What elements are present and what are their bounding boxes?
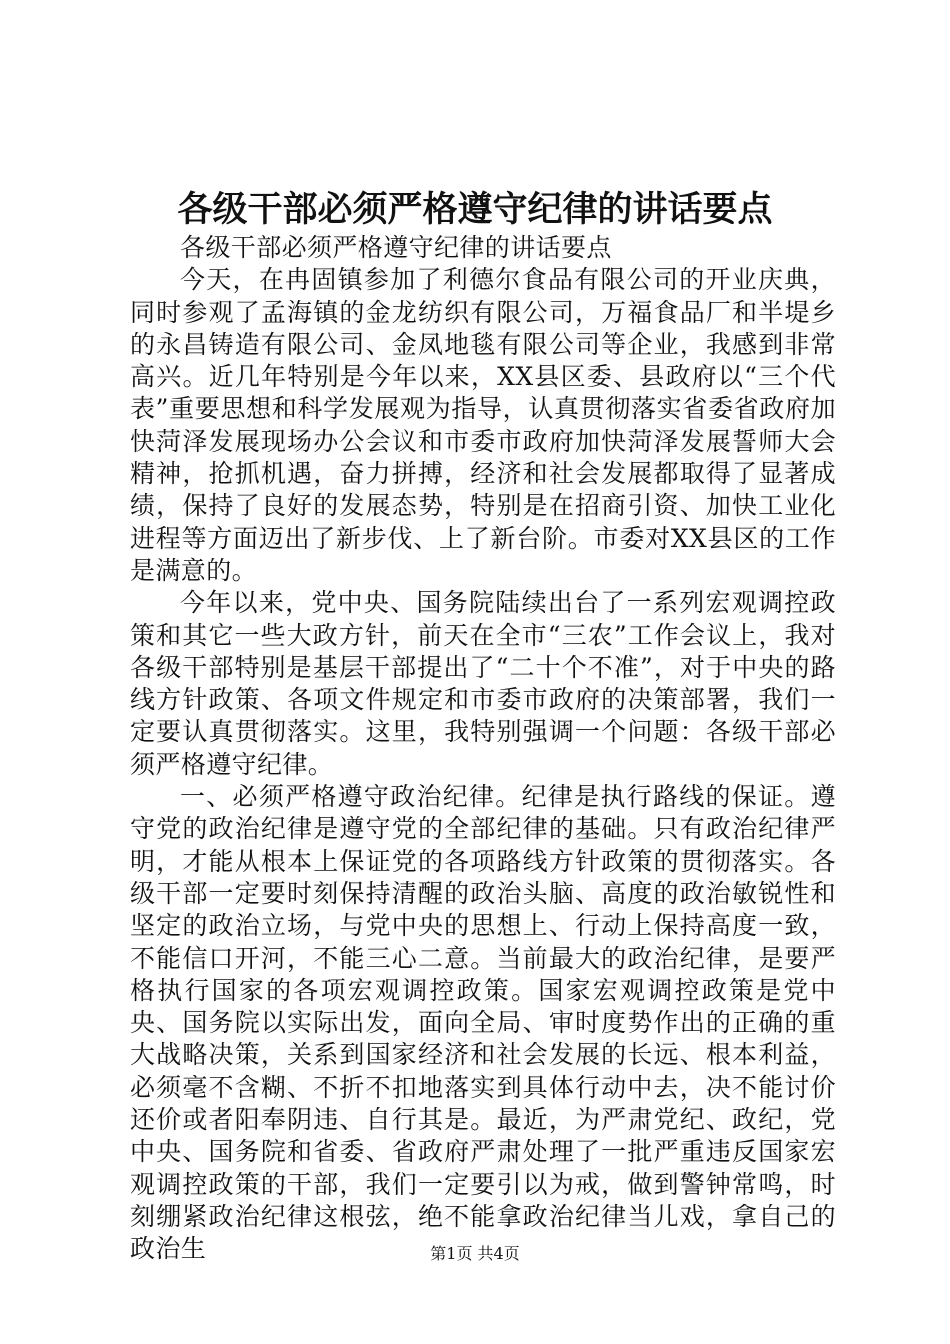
document-title: 各级干部必须严格遵守纪律的讲话要点: [177, 190, 773, 230]
document-body: [130, 232, 836, 1266]
page-number-footer: 第1页 共4页: [430, 1244, 520, 1263]
paragraph-3: 一、必须严格遵守政治纪律。纪律是执行路线的保证。遵守党的政治纪律是遵守党的全部纪律的基础。只有政治纪律严明，才能从根本上保证党的各项路线方针政策的贯彻落实。各级干部一定要时刻保持清醒的政治头脑、高度的政治敏锐性和坚定的政治立场，与党中央的思想上、行动上保持高度一致，不能信口开河，不能三心二意。当前最大的政治纪律，是要严格执行国家的各项宏观调控政策。国家宏观调控政策是党中央、国务院以实际出发，面向全局、审时度势作出的正确的重大战略决策，关系到国家经济和社会发展的长远、根本利益，必须毫不含糊、不折不扣地落实到具体行动中去，决不能讨价还价或者阳奉阴违、自行其是。最近，为严肃党纪、政纪，党中央、国务院和省委、省政府严肃处理了一批严重违反国家宏观调控政策的干部，我们一定要引以为戒，做到警钟常鸣，时刻绷紧政治纪律这根弦，绝不能拿政治纪律当儿戏，拿自己的政治生: [130, 782, 836, 1264]
paragraph-1: 今天，在冉固镇参加了利德尔食品有限公司的开业庆典，同时参观了孟海镇的金龙纺织有限公司，万福食品厂和半堤乡的永昌铸造有限公司、金凤地毯有限公司等企业，我感到非常高兴。近几年特别是今年以来，XX县区委、县政府以“三个代表”重要思想和科学发展观为指导，认真贯彻落实省委省政府加快菏泽发展现场办公会议和市委市政府加快菏泽发展誓师大会精神，抢抓机遇，奋力拼搏，经济和社会发展都取得了显著成绩，保持了良好的发展态势，特别是在招商引资、加快工业化进程等方面迈出了新步伐、上了新台阶。市委对XX县区的工作是满意的。: [130, 265, 836, 585]
paragraph-subtitle: 各级干部必须严格遵守纪律的讲话要点: [180, 233, 612, 262]
paragraph-2: 今年以来，党中央、国务院陆续出台了一系列宏观调控政策和其它一些大政方针，前天在全市“三农”工作会议上，我对各级干部特别是基层干部提出了“二十个不准”，对于中央的路线方针政策、各项文件规定和市委市政府的决策部署，我们一定要认真贯彻落实。这里，我特别强调一个问题：各级干部必须严格遵守纪律。: [130, 588, 836, 779]
